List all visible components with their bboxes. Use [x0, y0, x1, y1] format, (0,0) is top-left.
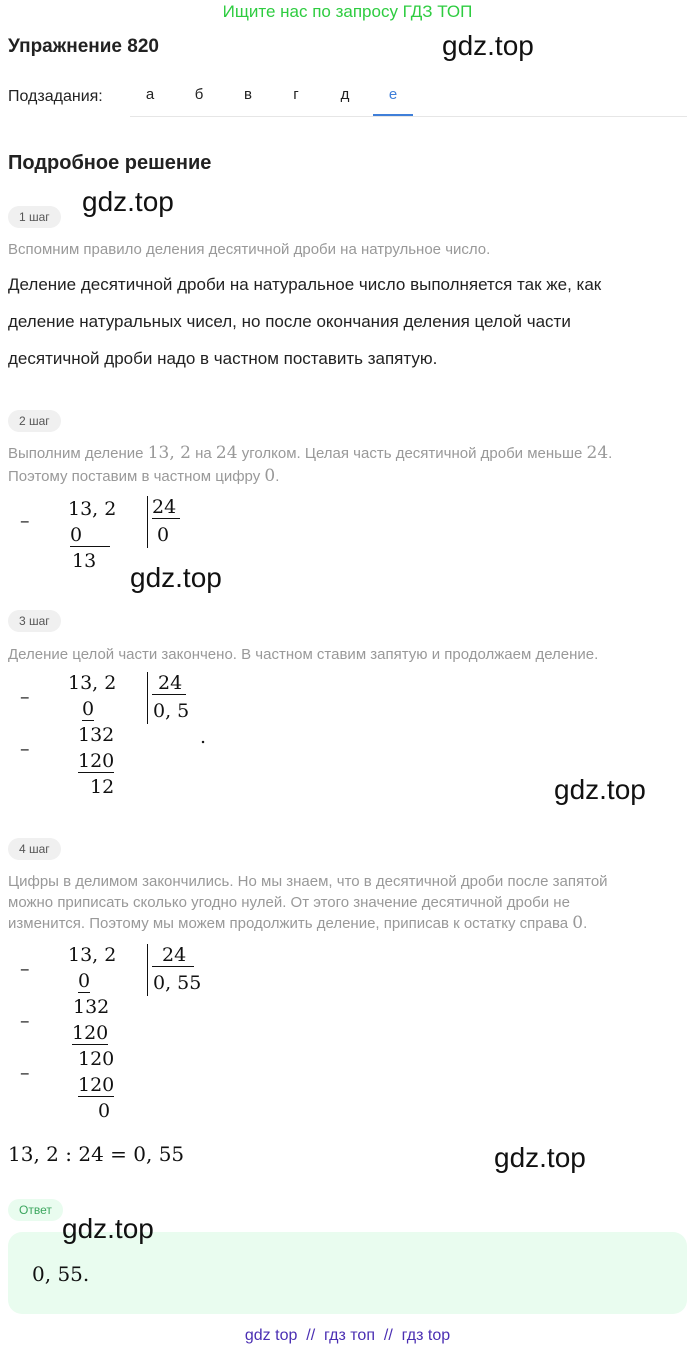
subtrahend: 0	[78, 970, 91, 992]
step-note: изменится. Поэтому мы можем продолжить деление, приписав к остатку справа 0.	[8, 913, 588, 933]
tab-v[interactable]: в	[244, 86, 252, 103]
step-note: Деление целой части закончено. В частном ставим запятую и продолжаем деление.	[8, 646, 599, 663]
step-badge: 1 шаг	[8, 206, 61, 228]
dot: .	[200, 726, 207, 748]
subtask-tabs	[130, 80, 687, 117]
footer-links[interactable]: gdz top // гдз топ // гдз top	[244, 1327, 451, 1344]
minus-sign: –	[20, 958, 30, 980]
rule-text-line: деление натуральных чисел, но после окончания деления целой части	[8, 312, 571, 331]
divisor: 24	[152, 496, 180, 519]
remainder: 12	[90, 776, 115, 798]
subtrahend: 0	[70, 524, 110, 547]
remainder: 120	[78, 1048, 115, 1070]
step-note: Вспомним правило деления десятичной дроби на натрульное число.	[8, 241, 491, 258]
minus-sign: –	[20, 1062, 30, 1084]
minus-sign: –	[20, 686, 30, 708]
quotient: 0, 5	[153, 700, 190, 722]
minus-sign: –	[20, 738, 30, 760]
step-note: можно приписать сколько угодно нулей. От этого значение десятичной дроби не	[8, 894, 570, 911]
section-title: Подробное решение	[8, 152, 212, 174]
subtrahend: 120	[72, 1022, 109, 1044]
watermark: gdz.top	[130, 562, 222, 593]
remainder: 13	[72, 550, 97, 572]
divisor: 24	[152, 944, 194, 967]
step-badge: 3 шаг	[8, 610, 61, 632]
quotient: 0	[157, 524, 170, 546]
minus-sign: –	[20, 510, 30, 532]
watermark: gdz.top	[82, 186, 174, 217]
rule-text-line: Деление десятичной дроби на натуральное число выполняется так же, как	[8, 275, 602, 294]
search-banner[interactable]: Ищите нас по запросу ГДЗ ТОП	[222, 2, 473, 21]
step-note: Выполним деление 13, 2 на 24 уголком. Целая часть десятичной дроби меньше 24.	[8, 443, 613, 463]
subtrahend: 0	[82, 698, 95, 720]
tab-e-active[interactable]: е	[373, 86, 413, 116]
step-note: Поэтому поставим в частном цифру 0.	[8, 466, 280, 486]
watermark: gdz.top	[494, 1142, 586, 1173]
dividend: 13, 2	[68, 672, 117, 694]
tab-d[interactable]: д	[340, 86, 350, 103]
answer-badge: Ответ	[8, 1199, 63, 1221]
step-badge: 2 шаг	[8, 410, 61, 432]
quotient: 0, 55	[153, 972, 202, 994]
long-division-step4	[0, 942, 280, 1128]
watermark: gdz.top	[554, 774, 646, 805]
tab-a[interactable]: а	[145, 86, 155, 103]
long-division-step3	[0, 670, 280, 802]
watermark: gdz.top	[62, 1213, 154, 1244]
tab-g[interactable]: г	[293, 86, 299, 103]
dividend: 13, 2	[68, 944, 117, 966]
subtrahend: 120	[78, 750, 115, 772]
remainder: 132	[73, 996, 110, 1018]
page-title: Упражнение 820	[8, 36, 159, 57]
step-note: Цифры в делимом закончились. Но мы знаем, что в десятичной дроби после запятой	[8, 873, 608, 890]
watermark: gdz.top	[442, 30, 534, 61]
tab-b[interactable]: б	[194, 86, 204, 103]
remainder: 132	[78, 724, 115, 746]
rule-text-line: десятичной дроби надо в частном поставить запятую.	[8, 349, 438, 368]
answer-value: 0, 55.	[32, 1262, 90, 1286]
result-equation: 13, 2 : 24 = 0, 55	[8, 1142, 185, 1166]
subtrahend: 120	[78, 1074, 115, 1096]
minus-sign: –	[20, 1010, 30, 1032]
dividend: 13, 2	[68, 498, 117, 520]
divisor: 24	[152, 672, 186, 695]
subtasks-label: Подзадания:	[8, 88, 103, 105]
step-badge: 4 шаг	[8, 838, 61, 860]
remainder: 0	[98, 1100, 111, 1122]
